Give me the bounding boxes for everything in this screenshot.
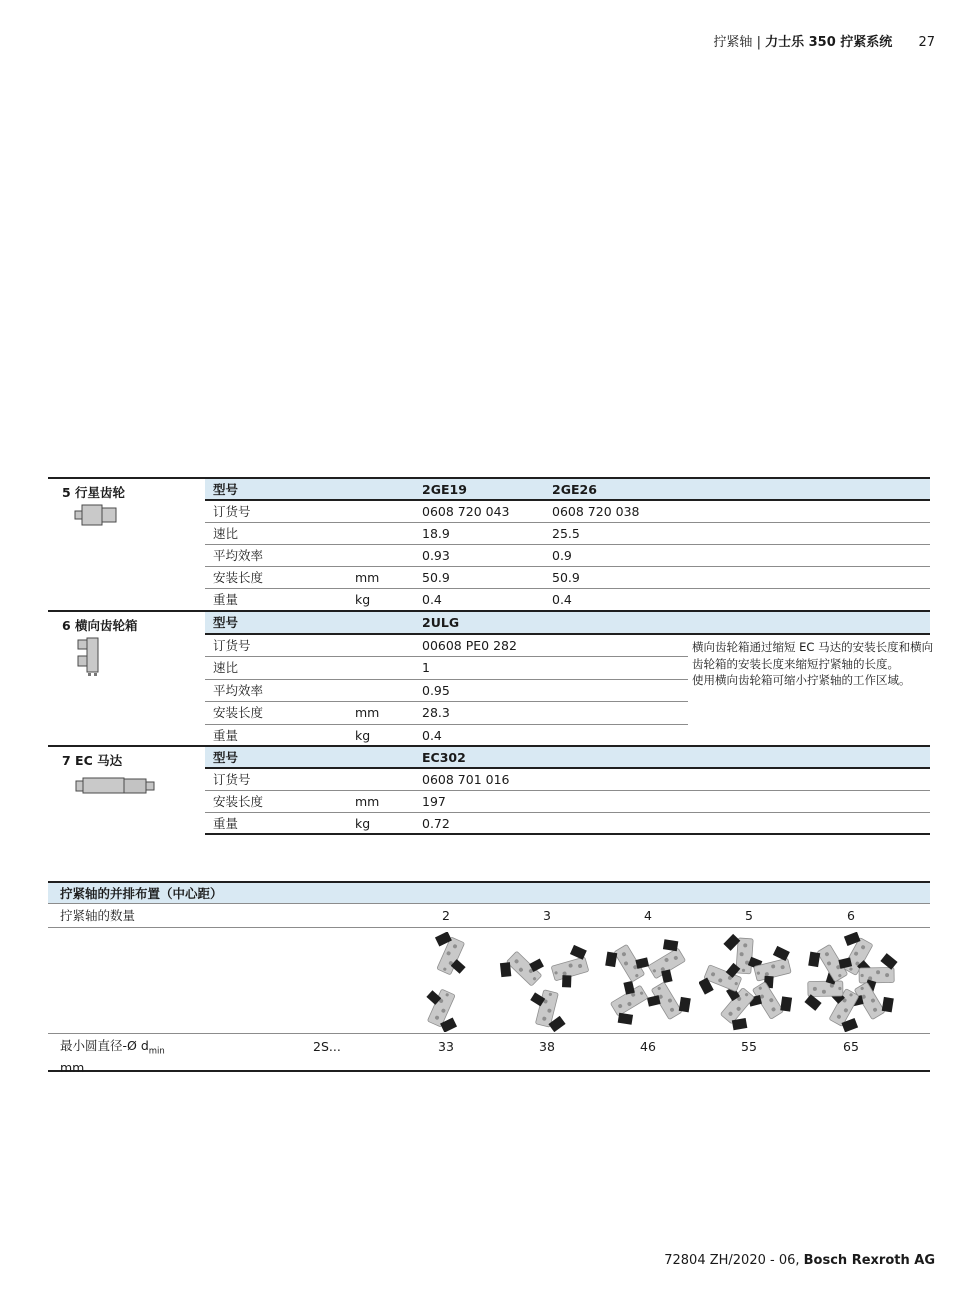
spindle-arrangement-2-icon <box>396 932 496 1032</box>
note-line: 横向齿轮箱通过缩短 EC 马达的安装长度和横向 <box>692 640 934 654</box>
row-label: 订货号 <box>213 637 251 653</box>
row-value: EC302 <box>422 750 466 765</box>
spindle-arrangement-5-icon <box>699 932 799 1032</box>
table-row <box>205 791 930 813</box>
table-row <box>205 523 930 545</box>
min-diameter-value: 65 <box>843 1039 859 1054</box>
page-header <box>713 31 935 50</box>
row-value: 18.9 <box>422 526 450 541</box>
spec-section-5 <box>48 477 930 609</box>
footer-doc-code: 72804 ZH/2020 - 06, <box>664 1253 800 1268</box>
row-value: 25.5 <box>552 526 580 541</box>
row-value: 00608 PE0 282 <box>422 637 517 653</box>
row-label: 速比 <box>213 526 239 541</box>
row-label: 重量 <box>213 592 239 607</box>
arrangement-images-row <box>48 928 930 1034</box>
ec-motor-icon <box>75 777 155 795</box>
row-label: 型号 <box>213 615 239 630</box>
spec-section-6 <box>48 610 934 745</box>
row-label: 安装长度 <box>213 570 264 585</box>
row-value: 0608 701 016 <box>422 772 510 787</box>
row-value: 0.4 <box>422 727 442 743</box>
min-diameter-value: 55 <box>741 1039 757 1054</box>
table-header-row <box>205 747 930 769</box>
header-divider: | <box>756 35 761 50</box>
min-diameter-row <box>48 1034 930 1075</box>
min-diameter-label-line1 <box>60 1038 165 1060</box>
count-value: 2 <box>442 908 450 923</box>
min-diameter-unit: mm <box>60 1059 85 1075</box>
row-value: 0.9 <box>552 548 572 563</box>
row-label: 安装长度 <box>213 794 264 809</box>
row-value: 197 <box>422 794 446 809</box>
table-row <box>205 680 688 703</box>
table-header-row <box>205 612 930 635</box>
row-label: 型号 <box>213 750 239 765</box>
table-row <box>205 702 688 725</box>
row-value: 50.9 <box>422 570 450 585</box>
count-value: 4 <box>644 908 652 923</box>
table-row <box>205 769 930 791</box>
row-value: 28.3 <box>422 705 450 720</box>
header-category: 拧紧轴 <box>713 35 753 50</box>
row-unit: mm <box>355 570 380 585</box>
row-label: 平均效率 <box>213 682 264 698</box>
row-unit: kg <box>355 592 371 607</box>
row-unit: mm <box>355 794 380 809</box>
section-title: 5 行星齿轮 <box>62 485 126 500</box>
note-line: 使用横向齿轮箱可缩小拧紧轴的工作区域。 <box>692 673 911 687</box>
section-title: 7 EC 马达 <box>62 753 123 768</box>
count-value: 6 <box>847 908 855 923</box>
arrangement-count-row <box>48 904 930 928</box>
spindle-arrangement-3-icon <box>497 932 597 1032</box>
min-diameter-value: 46 <box>640 1039 656 1054</box>
row-unit: kg <box>355 727 371 743</box>
row-value: 0608 720 043 <box>422 504 510 519</box>
spec-table <box>205 747 930 835</box>
spindle-arrangement-4-icon <box>598 932 698 1032</box>
row-value: 0.4 <box>552 592 572 607</box>
table-row <box>205 657 688 680</box>
spec-section-7 <box>48 745 930 833</box>
min-diameter-label <box>60 1038 165 1075</box>
count-label: 拧紧轴的数量 <box>60 908 136 923</box>
row-label: 重量 <box>213 727 239 743</box>
row-value: 0.4 <box>422 592 442 607</box>
min-diameter-subscript: min <box>148 1046 165 1057</box>
row-label: 重量 <box>213 816 239 831</box>
table-row <box>205 501 930 523</box>
table-row <box>205 589 930 611</box>
row-value: 2ULG <box>422 615 460 630</box>
planetary-gear-icon <box>74 504 118 526</box>
footer-company: Bosch Rexroth AG <box>803 1253 935 1268</box>
arrangement-title: 拧紧轴的并排布置（中心距） <box>60 886 223 901</box>
row-unit: mm <box>355 705 380 720</box>
note-text <box>692 639 944 689</box>
row-label: 平均效率 <box>213 548 264 563</box>
row-label: 型号 <box>213 482 239 497</box>
min-diameter-prefix: 最小圆直径-Ø d <box>60 1038 149 1053</box>
table-row <box>205 545 930 567</box>
count-value: 5 <box>745 908 753 923</box>
arrangement-table <box>48 881 930 1075</box>
row-label: 订货号 <box>213 504 251 519</box>
arrangement-title-band <box>48 883 930 904</box>
page-number: 27 <box>918 35 935 50</box>
row-label: 安装长度 <box>213 705 264 720</box>
min-diameter-series: 2S... <box>313 1039 341 1054</box>
header-product-title: 力士乐 350 拧紧系统 <box>765 35 893 50</box>
row-value: 2GE19 <box>422 482 467 497</box>
row-value: 0.72 <box>422 816 450 831</box>
row-value: 1 <box>422 660 430 675</box>
min-diameter-value: 33 <box>438 1039 454 1054</box>
table-row <box>205 635 688 658</box>
count-value: 3 <box>543 908 551 923</box>
spec-table <box>205 479 930 611</box>
row-value: 0.93 <box>422 548 450 563</box>
row-value: 50.9 <box>552 570 580 585</box>
page-footer <box>664 1253 935 1268</box>
row-value: 2GE26 <box>552 482 597 497</box>
table-header-row <box>205 479 930 501</box>
note-line: 齿轮箱的安装长度来缩短拧紧轴的长度。 <box>692 656 899 671</box>
row-unit: kg <box>355 816 371 831</box>
table-row <box>205 813 930 835</box>
section-title: 6 横向齿轮箱 <box>62 618 138 633</box>
table-row <box>205 725 688 748</box>
min-diameter-value: 38 <box>539 1039 555 1054</box>
row-value: 0.95 <box>422 682 450 698</box>
spindle-arrangement-6-icon <box>801 932 901 1032</box>
angle-gearbox-icon <box>75 637 101 677</box>
table-row <box>205 567 930 589</box>
row-value: 0608 720 038 <box>552 504 640 519</box>
row-label: 速比 <box>213 660 239 675</box>
row-label: 订货号 <box>213 772 251 787</box>
